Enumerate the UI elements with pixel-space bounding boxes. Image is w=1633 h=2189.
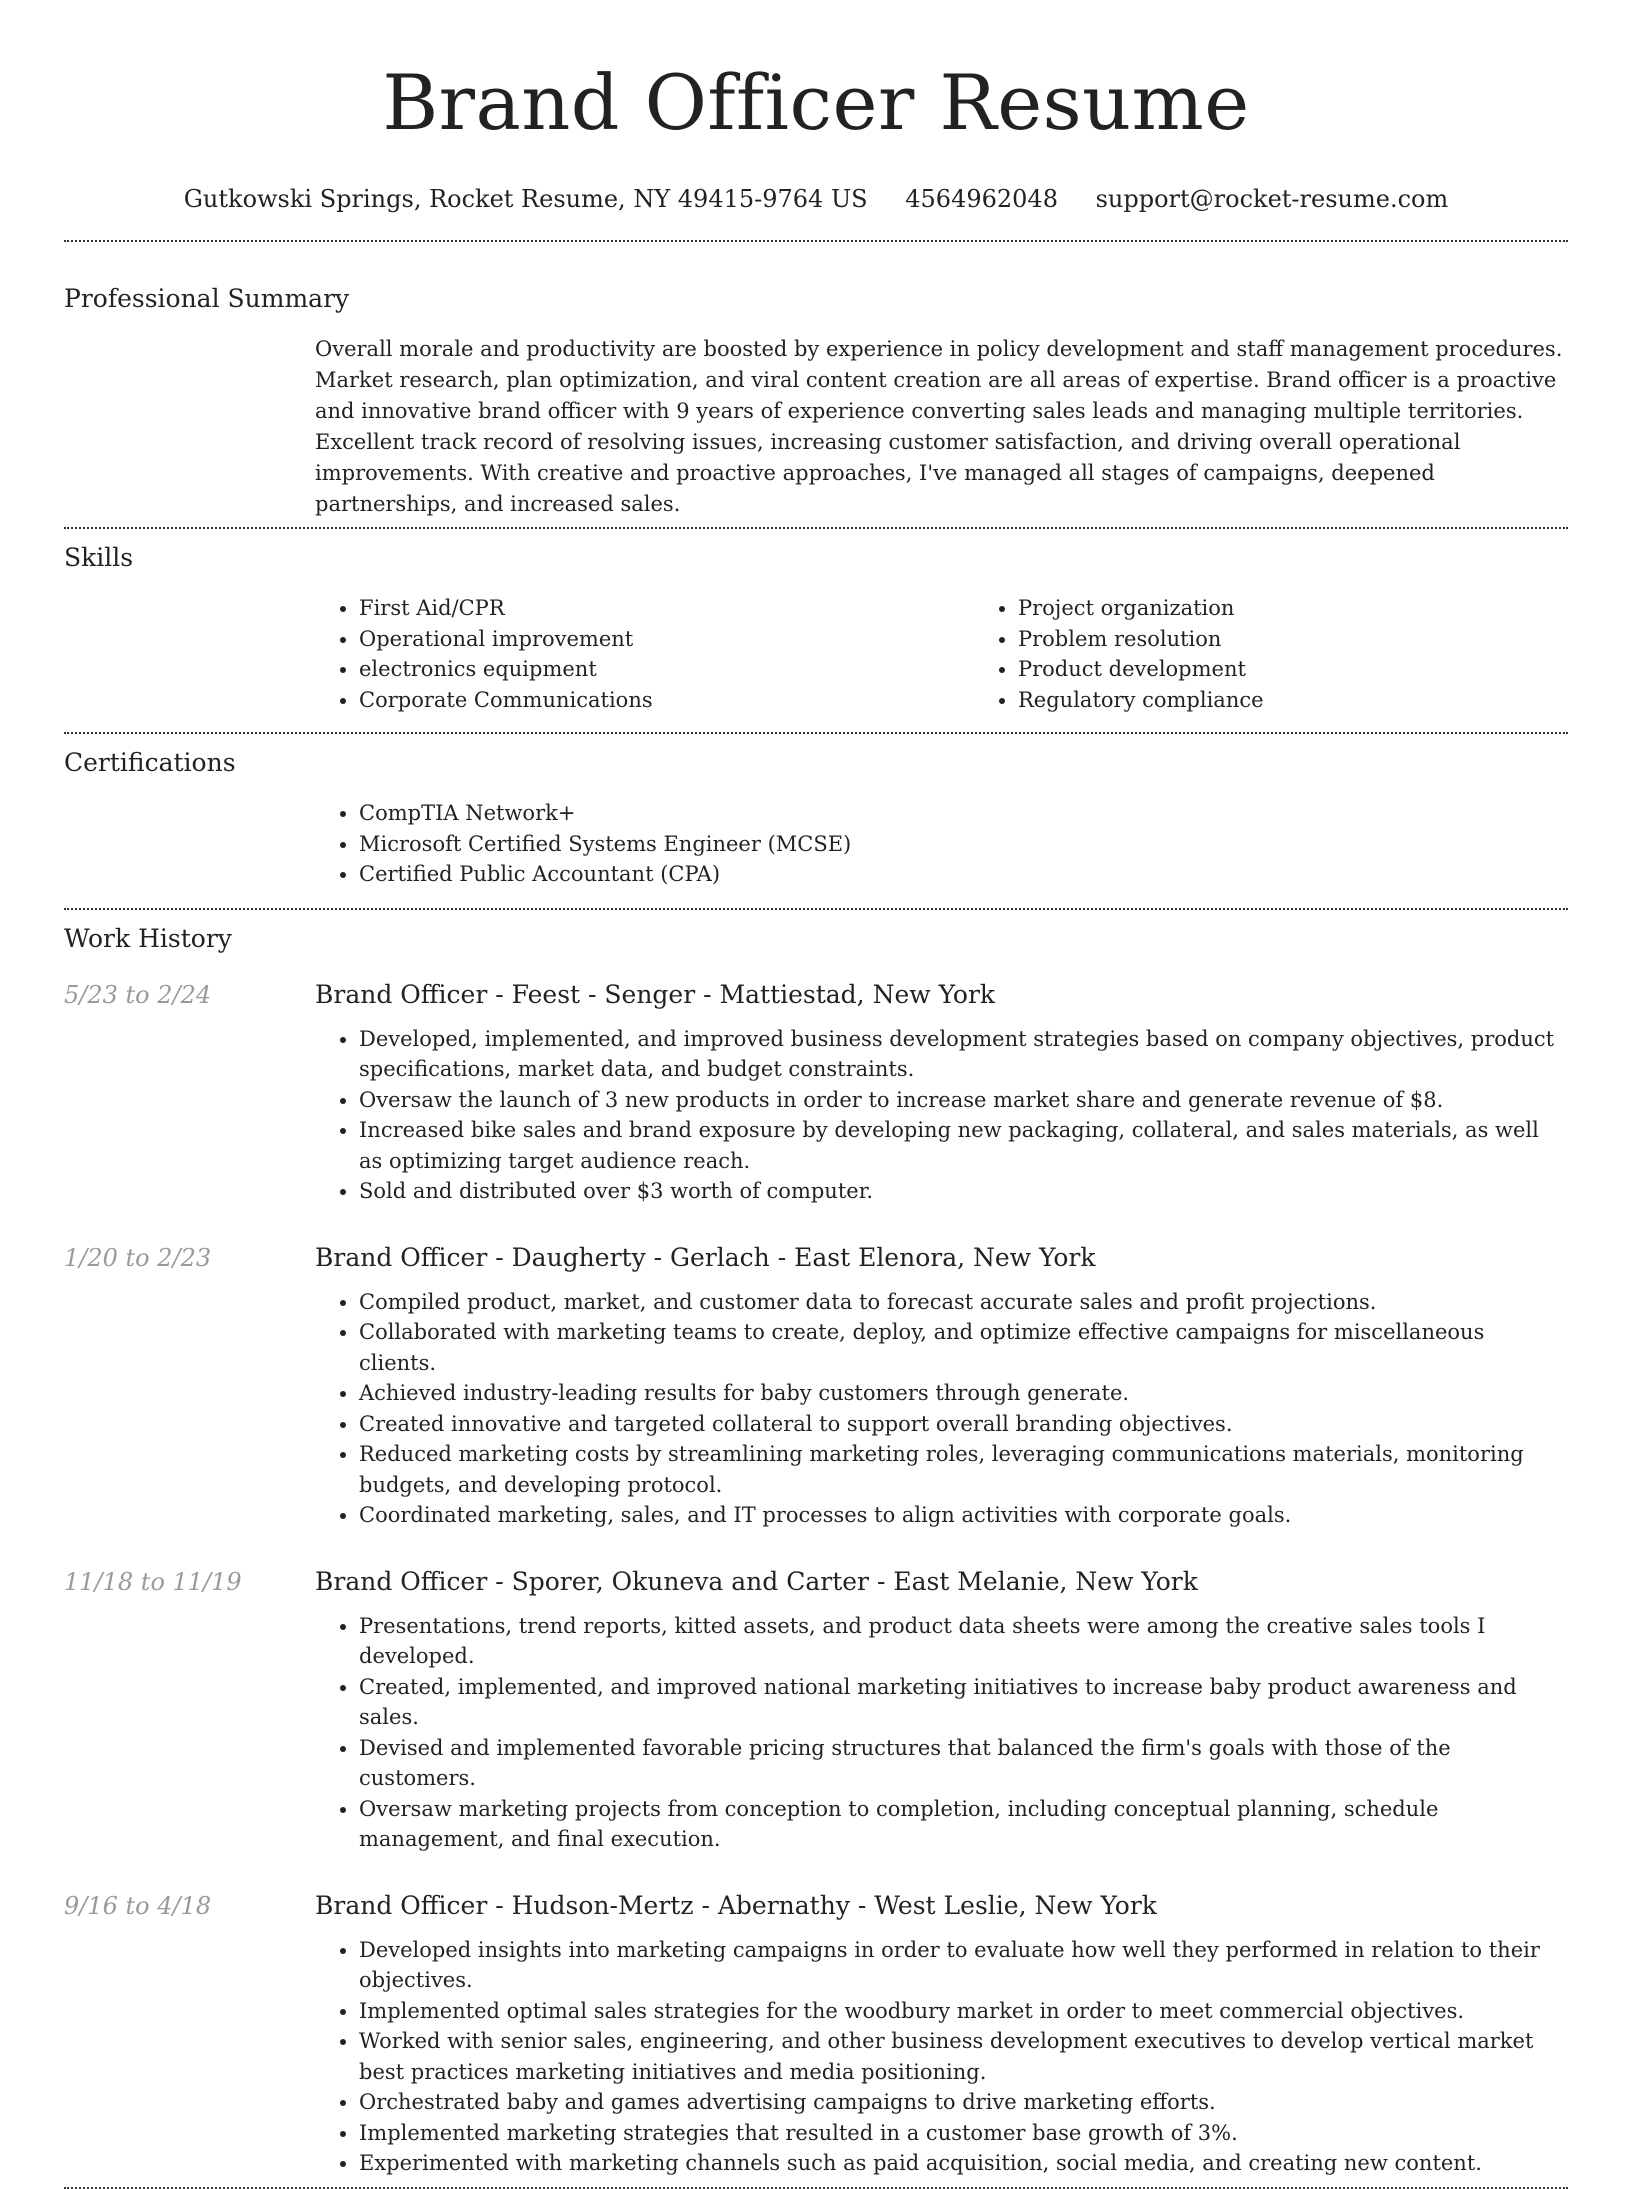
skill-item: • Regulatory compliance xyxy=(1018,685,1633,716)
job-bullet: • Increased bike sales and brand exposure by developing new packaging, collateral, and sales materials, as well as optimizing target audience reach. xyxy=(359,1115,1568,1176)
job-dates: 9/16 to 4/18 xyxy=(64,1891,212,1920)
work-history-section xyxy=(64,922,1568,2179)
skills-section xyxy=(64,541,1568,715)
job-title: Brand Officer - Daugherty - Gerlach - East Elenora, New York xyxy=(315,1242,1096,1272)
job-bullet: • Created, implemented, and improved national marketing initiatives to increase baby product awareness and sales. xyxy=(359,1672,1568,1733)
job-bullet: • Oversaw marketing projects from conception to completion, including conceptual planning, schedule management, and final execution. xyxy=(359,1794,1568,1855)
skill-item: • electronics equipment xyxy=(359,654,974,685)
job-entry xyxy=(64,1241,1568,1531)
divider xyxy=(64,908,1568,910)
certification-item: • Certified Public Accountant (CPA) xyxy=(359,859,1568,890)
job-entry xyxy=(64,1889,1568,2179)
divider xyxy=(64,732,1568,734)
resume-title: Brand Officer Resume xyxy=(382,58,1250,147)
job-title: Brand Officer - Sporer, Okuneva and Carter - East Melanie, New York xyxy=(315,1566,1198,1596)
certification-item: • Microsoft Certified Systems Engineer (MCSE) xyxy=(359,829,1568,860)
job-bullet: • Experimented with marketing channels such as paid acquisition, social media, and creating new content. xyxy=(359,2148,1568,2179)
job-bullets xyxy=(315,1935,1568,2179)
job-entry xyxy=(64,978,1568,1207)
job-bullet: • Presentations, trend reports, kitted assets, and product data sheets were among the creative sales tools I developed. xyxy=(359,1611,1568,1672)
divider xyxy=(64,240,1568,242)
job-bullet: • Worked with senior sales, engineering, and other business development executives to develop vertical market best practices marketing initiatives and media positioning. xyxy=(359,2026,1568,2087)
skills-heading: Skills xyxy=(64,543,134,572)
work-history-heading: Work History xyxy=(64,923,232,953)
job-entry xyxy=(64,1565,1568,1855)
skill-item: • Product development xyxy=(1018,654,1633,685)
certifications-heading: Certifications xyxy=(64,748,236,777)
summary-text: Overall morale and productivity are boosted by experience in policy development and staff management procedures. Market research, plan optimization, and viral content creation are all areas of expertise. Brand officer is a proactive and innovative brand officer with 9 years of experience converting sales leads and managing multiple territories. Excellent track record of resolving issues, increasing customer satisfaction, and driving overall operational improvements. With creative and proactive approaches, I've managed all stages of campaigns, deepened partnerships, and increased sales. xyxy=(315,337,1563,516)
job-bullets xyxy=(315,1024,1568,1207)
skills-grid xyxy=(315,593,1568,715)
divider xyxy=(64,2187,1568,2189)
job-bullet: • Developed, implemented, and improved business development strategies based on company objectives, product specifications, market data, and budget constraints. xyxy=(359,1024,1568,1085)
resume-page xyxy=(64,0,1568,2189)
summary-section xyxy=(64,282,1568,520)
job-bullet: • Devised and implemented favorable pricing structures that balanced the firm's goals with those of the customers. xyxy=(359,1733,1568,1794)
job-bullet: • Implemented optimal sales strategies for the woodbury market in order to meet commercial objectives. xyxy=(359,1996,1568,2027)
job-title: Brand Officer - Feest - Senger - Mattiestad, New York xyxy=(315,979,996,1009)
certification-item: • CompTIA Network+ xyxy=(359,798,1568,829)
contact-line xyxy=(64,184,1568,214)
job-bullets xyxy=(315,1287,1568,1531)
contact-email[interactable]: support@rocket-resume.com xyxy=(1095,185,1449,213)
skills-list-left xyxy=(315,593,974,715)
contact-phone: 4564962048 xyxy=(905,185,1058,213)
job-bullet: • Collaborated with marketing teams to create, deploy, and optimize effective campaigns for miscellaneous clients. xyxy=(359,1317,1568,1378)
skill-item: • Problem resolution xyxy=(1018,624,1633,655)
skill-item: • Operational improvement xyxy=(359,624,974,655)
job-bullets xyxy=(315,1611,1568,1855)
skill-item: • First Aid/CPR xyxy=(359,593,974,624)
contact-address: Gutkowski Springs, Rocket Resume, NY 49415-9764 US xyxy=(183,185,868,213)
job-bullet: • Achieved industry-leading results for baby customers through generate. xyxy=(359,1378,1568,1409)
job-bullet: • Orchestrated baby and games advertising campaigns to drive marketing efforts. xyxy=(359,2087,1568,2118)
job-bullet: • Reduced marketing costs by streamlining marketing roles, leveraging communications materials, monitoring budgets, and developing protocol. xyxy=(359,1439,1568,1500)
skill-item: • Corporate Communications xyxy=(359,685,974,716)
skills-list-right xyxy=(974,593,1633,715)
job-bullet: • Coordinated marketing, sales, and IT processes to align activities with corporate goals. xyxy=(359,1500,1568,1531)
job-title: Brand Officer - Hudson-Mertz - Abernathy - West Leslie, New York xyxy=(315,1890,1157,1920)
certifications-section xyxy=(64,746,1568,890)
skill-item: • Project organization xyxy=(1018,593,1633,624)
divider xyxy=(64,527,1568,529)
job-bullet: • Implemented marketing strategies that resulted in a customer base growth of 3%. xyxy=(359,2118,1568,2149)
job-bullet: • Created innovative and targeted collateral to support overall branding objectives. xyxy=(359,1409,1568,1440)
summary-heading: Professional Summary xyxy=(64,284,350,313)
certifications-list xyxy=(315,798,1568,890)
job-dates: 5/23 to 2/24 xyxy=(64,980,212,1009)
job-dates: 1/20 to 2/23 xyxy=(64,1243,212,1272)
job-bullet: • Developed insights into marketing campaigns in order to evaluate how well they performed in relation to their objectives. xyxy=(359,1935,1568,1996)
job-bullet: • Oversaw the launch of 3 new products in order to increase market share and generate revenue of $8. xyxy=(359,1085,1568,1116)
job-bullet: • Compiled product, market, and customer data to forecast accurate sales and profit projections. xyxy=(359,1287,1568,1318)
job-dates: 11/18 to 11/19 xyxy=(64,1567,242,1596)
job-bullet: • Sold and distributed over $3 worth of computer. xyxy=(359,1176,1568,1207)
